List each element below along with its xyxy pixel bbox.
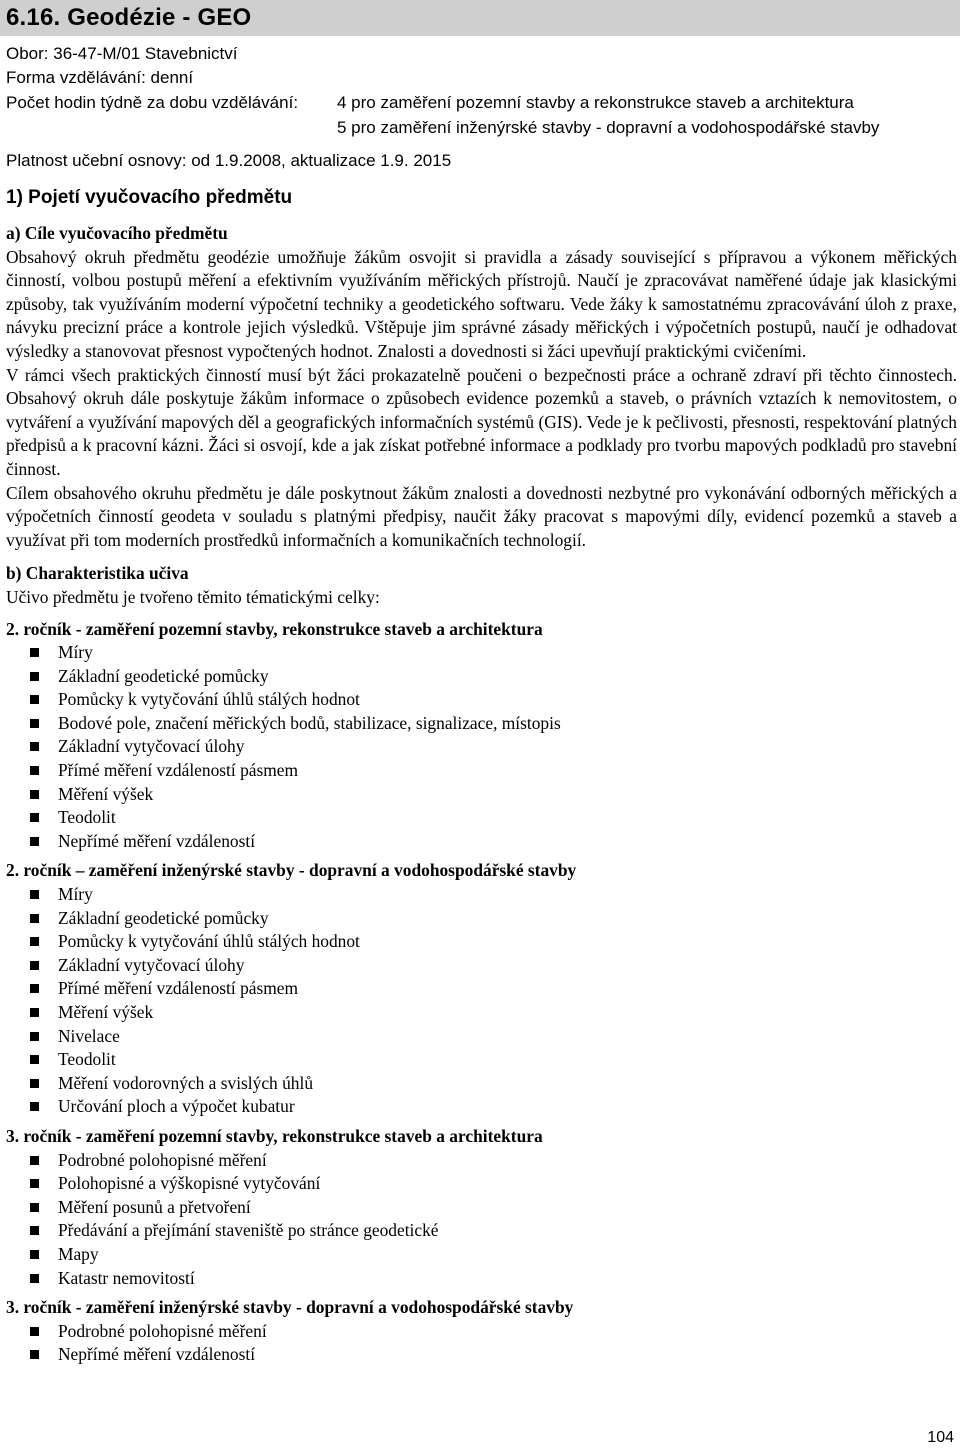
section-title: 6.16. Geodézie - GEO [6,4,252,31]
list-item [6,735,957,759]
list-item-text: Základní geodetické pomůcky [58,665,269,686]
list-item [6,1001,957,1025]
list-item [6,1149,957,1173]
list-item-text: Polohopisné a výškopisné vytyčování [58,1173,321,1194]
square-bullet-icon [30,1274,39,1283]
field-platnost: Platnost učební osnovy: od 1.9.2008, aktualizace 1.9. 2015 [6,151,452,170]
square-bullet-icon [30,1179,39,1188]
list-item [6,641,957,665]
list-item-text: Přímé měření vzdáleností pásmem [58,760,299,781]
year-heading: 2. ročník - zaměření pozemní stavby, rekonstrukce staveb a architektura [6,618,543,639]
list-item-text: Mapy [58,1243,99,1264]
square-bullet-icon [30,790,39,799]
square-bullet-icon [30,1250,39,1259]
list-item-text: Teodolit [58,1049,116,1070]
list-item [6,1343,957,1367]
field-hodiny-2: 5 pro zaměření inženýrské stavby - dopravní a vodohospodářské stavby [337,118,880,137]
list-item-text: Podrobné polohopisné měření [58,1320,267,1341]
list-item-text: Katastr nemovitostí [58,1267,195,1288]
list-item-text: Přímé měření vzdáleností pásmem [58,978,299,999]
topic-list [6,1149,957,1291]
square-bullet-icon [30,1226,39,1235]
list-item [6,806,957,830]
square-bullet-icon [30,1055,39,1064]
list-item-text: Měření výšek [58,783,154,804]
list-item-text: Míry [58,884,93,905]
year-heading: 3. ročník - zaměření inženýrské stavby - dopravní a vodohospodářské stavby [6,1297,574,1318]
square-bullet-icon [30,837,39,846]
year-block [6,1296,957,1367]
list-item [6,1072,957,1096]
year-block [6,859,957,1119]
square-bullet-icon [30,914,39,923]
list-item-text: Nepřímé měření vzdáleností [58,1344,256,1365]
field-hodiny-1: 4 pro zaměření pozemní stavby a rekonstrukce staveb a architektura [337,93,854,112]
square-bullet-icon [30,1079,39,1088]
subheading-cile: a) Cíle vyučovacího předmětu [6,223,228,243]
field-obor: Obor: 36-47-M/01 Stavebnictví [6,44,238,63]
square-bullet-icon [30,1156,39,1165]
topic-list [6,641,957,853]
square-bullet-icon [30,1032,39,1041]
field-forma: Forma vzdělávání: denní [6,68,194,87]
square-bullet-icon [30,766,39,775]
list-item [6,688,957,712]
list-item [6,1095,957,1119]
list-item-text: Pomůcky k vytyčování úhlů stálých hodnot [58,931,360,952]
list-item [6,883,957,907]
list-item [6,759,957,783]
square-bullet-icon [30,695,39,704]
paragraph: V rámci všech praktických činností musí být žáci prokazatelně poučeni o bezpečnosti práce a ochraně zdraví při těchto činnostech. Obsahový okruh dále poskytuje žákům informace o způsobech evidence pozemků a staveb, o právních vztazích k nemovitostem, o vytváření a využívání mapových děl a geografických informačních systémů (GIS). Vede je k pečlivosti, přesnosti, respektování platných předpisů a k pracovní kázni. Žáci si osvojí, kde a jak získat potřebné informace a podklady pro tvorbu mapových podkladů pro stavební činnost. [6,364,957,479]
square-bullet-icon [30,1350,39,1359]
square-bullet-icon [30,890,39,899]
year-block [6,618,957,854]
list-item-text: Bodové pole, značení měřických bodů, stabilizace, signalizace, místopis [58,712,561,733]
list-item-text: Určování ploch a výpočet kubatur [58,1096,295,1117]
section-heading-pojeti: 1) Pojetí vyučovacího předmětu [6,187,293,208]
square-bullet-icon [30,984,39,993]
square-bullet-icon [30,813,39,822]
square-bullet-icon [30,648,39,657]
square-bullet-icon [30,961,39,970]
list-item-text: Nivelace [58,1025,120,1046]
list-item [6,783,957,807]
intro-text: Učivo předmětu je tvořeno těmito tématickými celky: [6,586,380,607]
list-item-text: Základní vytyčovací úlohy [58,954,245,975]
list-item [6,1025,957,1049]
curriculum-years [6,618,957,1367]
year-heading: 2. ročník – zaměření inženýrské stavby - dopravní a vodohospodářské stavby [6,860,577,881]
square-bullet-icon [30,937,39,946]
list-item [6,830,957,854]
list-item-text: Základní geodetické pomůcky [58,907,269,928]
list-item-text: Nepřímé měření vzdáleností [58,830,256,851]
list-item-text: Měření vodorovných a svislých úhlů [58,1072,314,1093]
page-number: 104 [927,1429,954,1446]
list-item [6,907,957,931]
square-bullet-icon [30,1102,39,1111]
paragraph: Obsahový okruh předmětu geodézie umožňuje žákům osvojit si pravidla a zásady související s přípravou a výkonem měřických činností, volbou postupů měření a efektivním využíváním měřických přístrojů. Naučí je zpracovávat naměřené údaje jak klasickými způsoby, tak využíváním moderní výpočetní techniky a geodetického softwaru. Vede žáky k samostatnému zpracovávání úloh z praxe, návyku precizní práce a kontrole jejich výsledků. Vštěpuje jim správné zásady měřických i výpočetních postupů, naučí je odhadovat výsledky a stanovovat přesnost vypočtených hodnot. Znalosti a dovednosti si žáci upevňují praktickými cvičeními. [6,246,957,361]
list-item [6,1267,957,1291]
list-item [6,1243,957,1267]
list-item [6,665,957,689]
square-bullet-icon [30,742,39,751]
list-item [6,1320,957,1344]
list-item [6,977,957,1001]
square-bullet-icon [30,1008,39,1017]
list-item-text: Podrobné polohopisné měření [58,1149,267,1170]
list-item [6,1219,957,1243]
list-item-text: Míry [58,642,93,663]
year-block [6,1125,957,1290]
list-item [6,954,957,978]
section-title-bar [0,0,960,36]
paragraph: Cílem obsahového okruhu předmětu je dále poskytnout žákům znalosti a dovednosti nezbytné pro vykonávání odborných měřických a výpočetních činností geodeta v souladu s platnými předpisy, naučit žáky pracovat s mapovými díly, evidencí pozemků a staveb a využívat při tom moderních prostředků informačních a komunikačních technologií. [6,482,957,550]
list-item [6,1196,957,1220]
list-item-text: Základní vytyčovací úlohy [58,736,245,757]
subheading-charakteristika: b) Charakteristika učiva [6,563,189,584]
year-heading: 3. ročník - zaměření pozemní stavby, rekonstrukce staveb a architektura [6,1125,543,1146]
list-item-text: Měření posunů a přetvoření [58,1196,251,1217]
list-item [6,1048,957,1072]
square-bullet-icon [30,1203,39,1212]
document-body [6,222,957,1367]
square-bullet-icon [30,719,39,728]
list-item-text: Předávání a přejímání staveniště po stránce geodetické [58,1220,439,1241]
list-item-text: Měření výšek [58,1002,154,1022]
list-item [6,1172,957,1196]
list-item-text: Pomůcky k vytyčování úhlů stálých hodnot [58,689,360,710]
field-hodiny-label: Počet hodin týdně za dobu vzdělávání: [6,93,299,112]
list-item-text: Teodolit [58,807,116,828]
topic-list [6,883,957,1119]
square-bullet-icon [30,1327,39,1336]
square-bullet-icon [30,672,39,681]
topic-list [6,1320,957,1367]
list-item [6,712,957,736]
list-item [6,930,957,954]
